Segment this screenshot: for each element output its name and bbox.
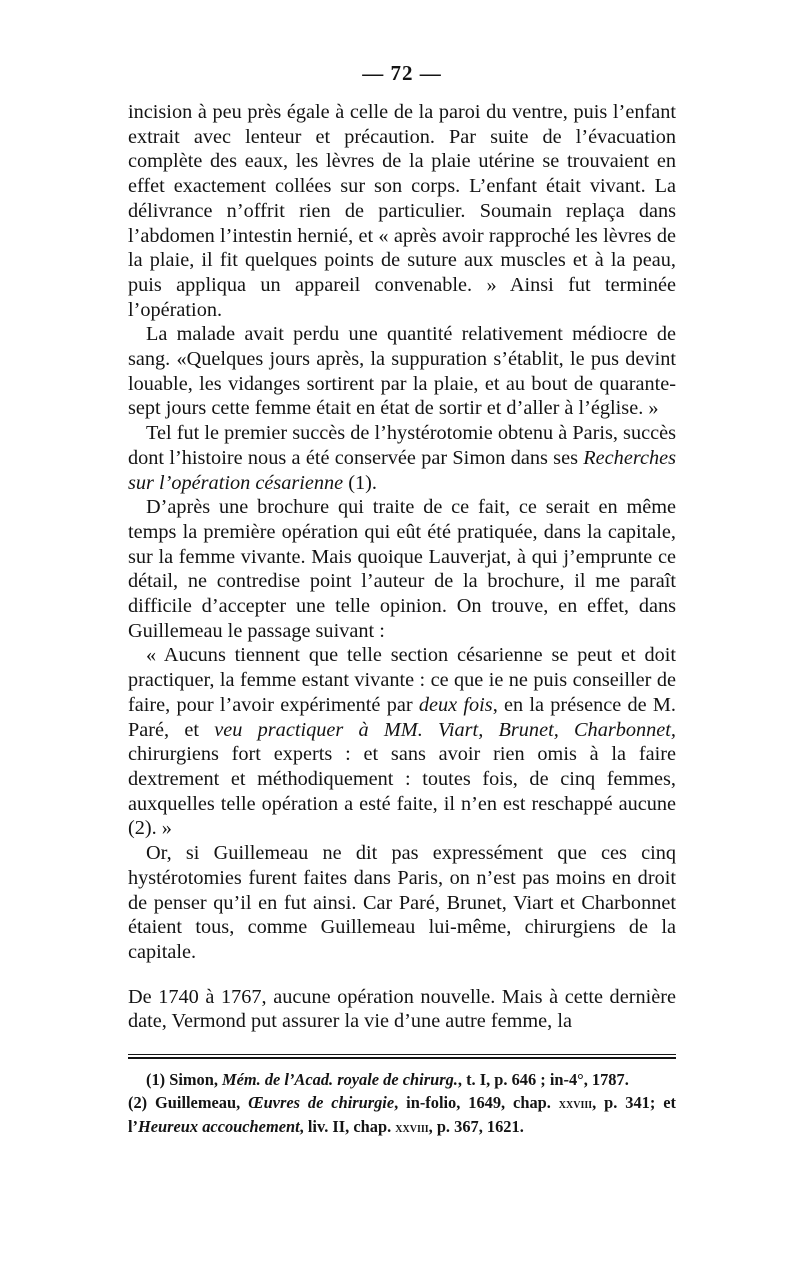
paragraph <box>128 322 676 421</box>
text-span: , t. I, p. 646 ; in-4°, 1787. <box>457 1070 629 1090</box>
paragraph <box>128 841 676 965</box>
small-caps-span: xxviii <box>395 1121 429 1137</box>
text-span: (1) Simon, <box>146 1070 223 1090</box>
paragraph <box>128 100 676 322</box>
text-span: , en la présence de M. Paré, et <box>128 693 676 741</box>
text-span: , p. 367, 1621. <box>428 1117 524 1137</box>
text-span: D’après une brochure qui traite de ce fait, ce serait en même temps la première opération qui eût été pratiquée, dans la capitale, sur la femme vivante. Mais quoique Lauverjat, à qui j’emprunte ce détail, ne contredise point l’auteur de la brochure, il me paraît difficile d’accepter une telle opinion. On trouve, en effet, dans Guillemeau le passage suivant : <box>128 496 676 642</box>
footnotes <box>128 1069 676 1141</box>
paragraph <box>128 495 676 643</box>
italic-span: Heureux accouchement <box>138 1117 300 1137</box>
italic-span: Mém. de l’Acad. royale de chirurg. <box>222 1070 458 1090</box>
text-span: (1). <box>343 471 377 494</box>
text-span: Or, si Guillemeau ne dit pas expressément que ces cinq hystérotomies furent faites dans Paris, on n’est pas moins en droit de penser qu’il en fut ainsi. Car Paré, Brunet, Viart et Charbonnet étaient tous, comme Guillemeau lui-même, chirurgiens de la capitale. <box>128 842 676 963</box>
footnote <box>128 1069 676 1092</box>
text-span: incision à peu près égale à celle de la paroi du ventre, puis l’enfant extrait avec lenteur et précaution. Par suite de l’évacuation complète des eaux, les lèvres de la plaie utérine se trouvaient en effet exactement collées sur son corps. L’enfant était vivant. La délivrance n’offrit rien de particulier. Soumain replaça dans l’abdomen l’intestin hernié, et « après avoir rapproché les lèvres de la plaie, il fit quelques points de suture aux muscles et à la peau, puis appliqua un appareil convenable. » Ainsi fut terminée l’opération. <box>128 101 676 321</box>
text-span: chirurgiens fort experts : et sans avoir rien omis à la faire dextrement et méthodiquement : toutes fois, de cinq femmes, auxquelles telle opération a esté faite, il n’en est reschappé aucune (2). » <box>128 743 676 840</box>
book-page <box>128 60 676 1141</box>
body-text <box>128 100 676 1034</box>
footnote-divider <box>128 1054 676 1059</box>
paragraph <box>128 985 676 1034</box>
text-span: « Aucuns tiennent que telle section césarienne se peut et doit practiquer, la femme estant vivante : ce que ie ne puis conseiller de faire, pour l’avoir expérimenté par <box>128 644 676 716</box>
page-number: — 72 — <box>362 61 442 85</box>
italic-span: veu practiquer à MM. Viart, Brunet, Charbonnet, <box>214 718 676 741</box>
text-span: La malade avait perdu une quantité relativement médiocre de sang. «Quelques jours après, la suppuration s’établit, le pus devint louable, les vidanges sortirent par la plaie, et au bout de quarante-sept jours cette femme était en état de sortir et d’aller à l’église. » <box>128 323 676 420</box>
italic-span: Recherches sur l’opération césarienne <box>128 446 676 494</box>
italic-span: deux fois <box>418 693 493 716</box>
text-span: Tel fut le premier succès de l’hystérotomie obtenu à Paris, succès dont l’histoire nous a été conservée par Simon dans ses <box>128 422 676 469</box>
double-rule <box>128 1054 676 1059</box>
text-span: De 1740 à 1767, aucune opération nouvelle. Mais à cette dernière date, Vermond put assurer la vie d’une autre femme, la <box>128 985 676 1033</box>
text-span: , in-folio, 1649, chap. <box>394 1092 559 1112</box>
text-span: , p. 341; et l’ <box>128 1092 676 1137</box>
text-span: (2) Guillemeau, <box>128 1092 249 1112</box>
footnote <box>128 1092 676 1141</box>
italic-span: Œuvres de chirurgie <box>248 1092 395 1112</box>
text-span: , liv. II, chap. <box>299 1117 396 1137</box>
small-caps-span: xxviii <box>558 1096 593 1112</box>
quoted-passage <box>128 643 676 841</box>
paragraph <box>128 421 676 495</box>
